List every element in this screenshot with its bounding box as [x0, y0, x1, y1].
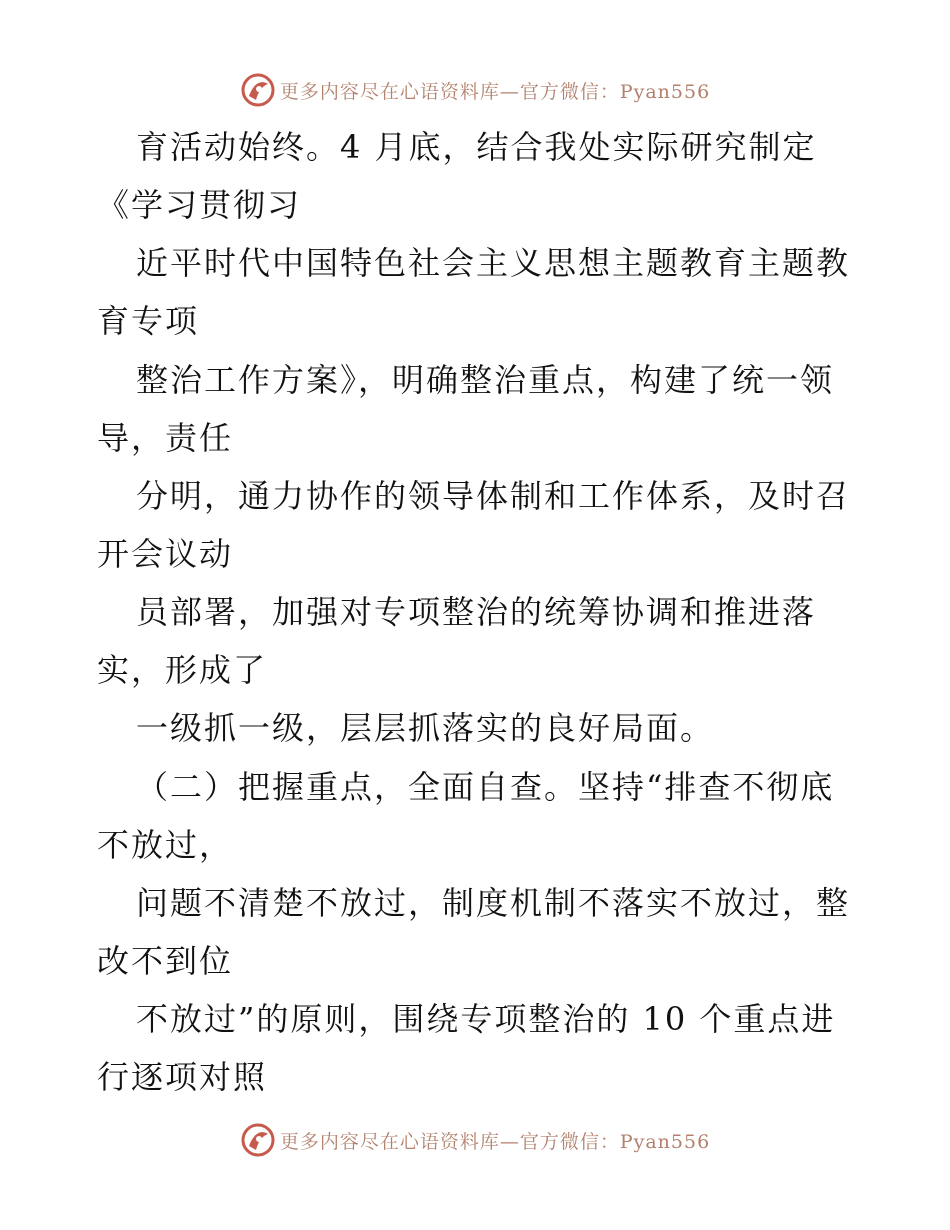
text-line: 分明，通力协作的领导体制和工作体系，及时召 [136, 477, 851, 515]
text-line: 不放过， [97, 826, 234, 864]
ribbon-seal-icon [240, 1122, 276, 1158]
text-line: 实，形成了 [97, 651, 268, 689]
text-line: 导，责任 [97, 419, 234, 457]
text-line: 《学习贯彻习 [97, 186, 302, 224]
text-line: 开会议动 [97, 535, 234, 573]
footer-watermark [0, 1120, 950, 1160]
text-line: 一级抓一级，层层抓落实的良好局面。 [136, 709, 715, 747]
text-line: 不放过”的原则，围绕专项整治的 10 个重点进 [136, 1000, 836, 1038]
watermark-text: 更多内容尽在心语资料库—官方微信：Pyan556 [279, 1130, 711, 1153]
text-line: （二）把握重点，全面自查。坚持“排查不彻底 [136, 768, 835, 806]
text-line: 员部署，加强对专项整治的统筹协调和推进落 [136, 593, 817, 631]
text-line: 改不到位 [97, 942, 234, 980]
ribbon-seal-icon [240, 72, 276, 108]
text-line: 整治工作方案》，明确整治重点，构建了统一领 [136, 361, 835, 399]
text-line: 近平时代中国特色社会主义思想主题教育主题教 [136, 244, 851, 282]
watermark-text: 更多内容尽在心语资料库—官方微信：Pyan556 [279, 80, 711, 103]
text-line: 行逐项对照 [97, 1058, 268, 1096]
text-line: 育活动始终。4 月底，结合我处实际研究制定 [136, 128, 817, 166]
text-line: 育专项 [97, 302, 200, 340]
header-watermark [0, 70, 950, 110]
text-line: 问题不清楚不放过，制度机制不落实不放过，整 [136, 884, 851, 922]
